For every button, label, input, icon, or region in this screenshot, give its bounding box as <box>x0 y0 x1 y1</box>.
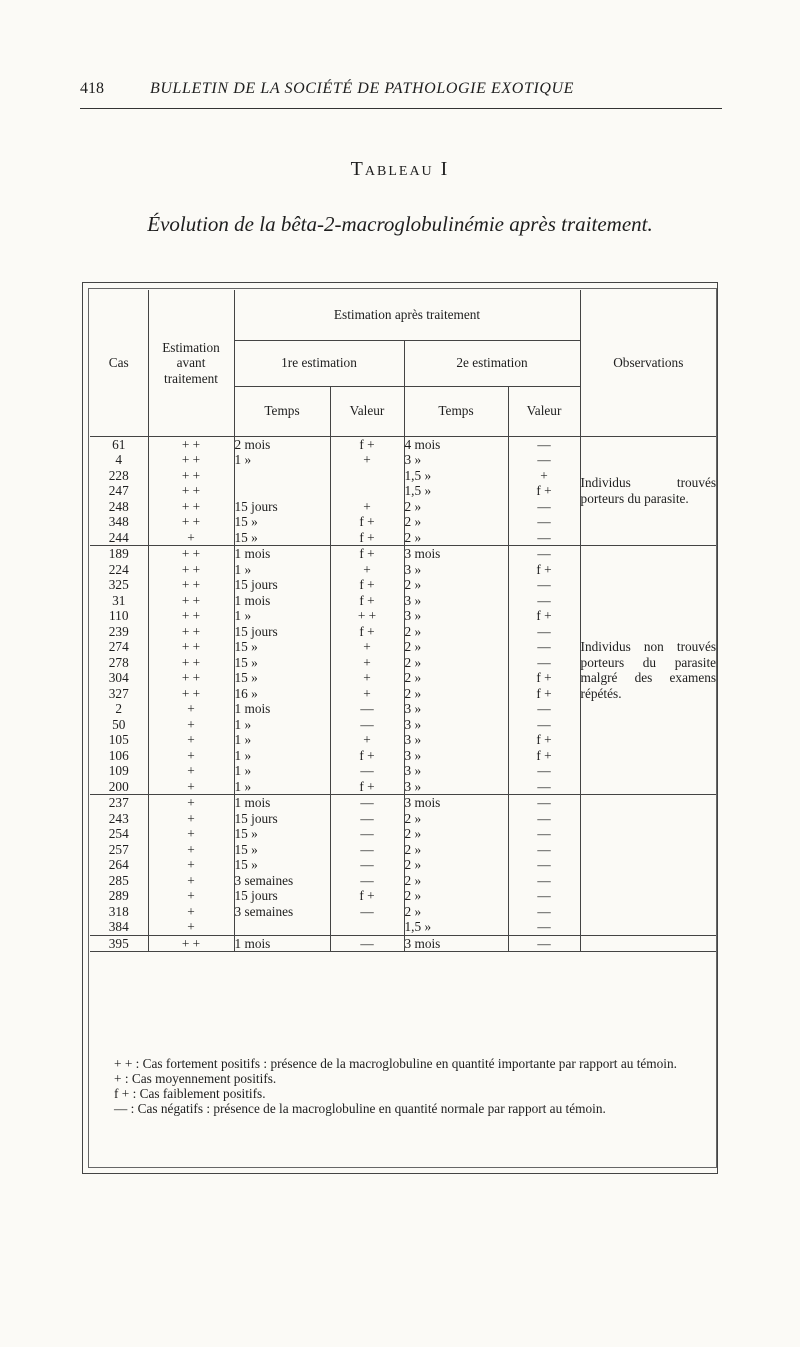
cell-valeur-2: f + <box>508 483 580 499</box>
cell-valeur-2: — <box>508 795 580 811</box>
header-temps-2: Temps <box>404 386 508 436</box>
cell-avant: + + <box>148 670 234 686</box>
cell-valeur-1: — <box>330 873 404 889</box>
cell-temps-2: 3 mois <box>404 935 508 952</box>
header-temps-1: Temps <box>234 386 330 436</box>
legend-line-moderate: + : Cas moyennement positifs. <box>114 1071 277 1086</box>
cell-avant: + <box>148 732 234 748</box>
cell-temps-1: 15 » <box>234 670 330 686</box>
cell-valeur-2: — <box>508 593 580 609</box>
cell-temps-2: 1,5 » <box>404 468 508 484</box>
cell-valeur-1: f + <box>330 779 404 795</box>
cell-cas: 348 <box>108 514 129 529</box>
cell-temps-1: 15 » <box>234 857 330 873</box>
cell-valeur-1: f + <box>330 624 404 640</box>
cell-temps-2: 2 » <box>404 499 508 515</box>
header-valeur-1: Valeur <box>330 386 404 436</box>
cell-cas: 264 <box>108 857 129 872</box>
header-estimation-apres: Estimation après traitement <box>234 290 580 340</box>
cell-cas: 318 <box>108 903 129 919</box>
cell-temps-2: 2 » <box>404 639 508 655</box>
cell-temps-2: 2 » <box>404 577 508 593</box>
cell-valeur-1: + <box>330 562 404 578</box>
cell-avant: + + <box>148 639 234 655</box>
cell-cas: 274 <box>108 639 129 654</box>
cell-valeur-2: — <box>508 639 580 655</box>
cell-temps-2: 2 » <box>404 888 508 904</box>
cell-temps-2: 2 » <box>404 655 508 671</box>
header-rule <box>80 108 722 109</box>
cell-valeur-1 <box>330 468 404 484</box>
cell-valeur-2: — <box>508 577 580 593</box>
cell-valeur-1: f + <box>330 514 404 530</box>
cell-temps-1: 16 » <box>234 686 330 702</box>
cell-cas: 61 <box>90 436 148 452</box>
cell-avant: + <box>148 919 234 935</box>
cell-avant: + <box>148 701 234 717</box>
cell-avant: + + <box>148 436 234 452</box>
cell-temps-1: 1 » <box>234 779 330 795</box>
cell-temps-2: 2 » <box>404 811 508 827</box>
cell-temps-1: 1 » <box>234 748 330 764</box>
cell-temps-2: 3 » <box>404 717 508 733</box>
cell-cas: 200 <box>108 778 129 794</box>
cell-temps-1 <box>234 483 330 499</box>
cell-valeur-1: f + <box>330 577 404 593</box>
cell-cas: 325 <box>108 577 129 592</box>
cell-temps-1: 15 » <box>234 842 330 858</box>
cell-cas: 247 <box>108 483 129 498</box>
cell-avant: + + <box>148 514 234 530</box>
cell-valeur-2: f + <box>508 748 580 764</box>
cell-temps-1: 1 mois <box>234 593 330 609</box>
cell-valeur-1: f + <box>330 748 404 764</box>
cell-cas: 384 <box>108 919 129 934</box>
cell-valeur-1: f + <box>330 530 404 546</box>
cell-avant: + <box>148 530 234 546</box>
cell-temps-2: 2 » <box>404 904 508 920</box>
cell-temps-2: 3 mois <box>404 795 508 811</box>
cell-valeur-1: — <box>330 842 404 858</box>
cell-valeur-1: f + <box>330 888 404 904</box>
cell-valeur-2: — <box>508 888 580 904</box>
cell-cas: 244 <box>108 529 129 545</box>
cell-temps-1: 15 » <box>234 530 330 546</box>
cell-avant: + + <box>148 655 234 671</box>
page-number: 418 <box>80 80 104 97</box>
data-table <box>90 290 716 952</box>
cell-temps-2: 2 » <box>404 624 508 640</box>
cell-cas: 395 <box>90 935 148 952</box>
cell-valeur-1 <box>330 483 404 499</box>
cell-valeur-2: f + <box>508 686 580 702</box>
cell-cas: 285 <box>108 872 129 888</box>
cell-temps-1: 1 mois <box>234 701 330 717</box>
cell-temps-1: 2 mois <box>234 436 330 452</box>
cell-avant: + + <box>148 546 234 562</box>
cell-temps-2: 3 » <box>404 748 508 764</box>
cell-temps-2: 2 » <box>404 670 508 686</box>
cell-valeur-1: — <box>330 717 404 733</box>
table-title: Tableau I <box>350 158 450 180</box>
cell-cas: 4 <box>115 452 123 467</box>
cell-valeur-1: + + <box>330 608 404 624</box>
cell-temps-1: 1 » <box>234 608 330 624</box>
table-caption: Évolution de la bêta-2-macroglobulinémie après traitement. <box>147 212 653 236</box>
cell-avant: + + <box>148 562 234 578</box>
cell-valeur-1: + <box>330 499 404 515</box>
cell-avant: + <box>148 795 234 811</box>
cell-valeur-1: — <box>330 811 404 827</box>
cell-temps-1: 1 mois <box>234 795 330 811</box>
cell-valeur-1: + <box>330 639 404 655</box>
cell-temps-2: 2 » <box>404 826 508 842</box>
cell-temps-2: 2 » <box>404 873 508 889</box>
cell-valeur-1 <box>330 919 404 935</box>
cell-avant: + <box>148 763 234 779</box>
header-valeur-2: Valeur <box>508 386 580 436</box>
cell-valeur-1: f + <box>330 593 404 609</box>
journal-title: BULLETIN DE LA SOCIÉTÉ DE PATHOLOGIE EXOTIQUE <box>150 80 575 97</box>
cell-valeur-1: — <box>330 763 404 779</box>
cell-valeur-1: — <box>330 795 404 811</box>
cell-valeur-2: — <box>508 499 580 515</box>
cell-cas: 105 <box>108 732 129 747</box>
cell-temps-2: 3 » <box>404 701 508 717</box>
cell-cas: 278 <box>108 654 129 670</box>
cell-valeur-2: — <box>508 811 580 827</box>
cell-observation <box>580 935 716 952</box>
cell-temps-2: 4 mois <box>404 436 508 452</box>
cell-temps-2: 2 » <box>404 514 508 530</box>
cell-valeur-1: f + <box>330 546 404 562</box>
cell-valeur-2: — <box>508 514 580 530</box>
cell-avant: + <box>148 873 234 889</box>
cell-cas: 106 <box>108 747 129 763</box>
cell-cas: 248 <box>108 498 129 514</box>
legend <box>96 1056 710 1116</box>
table-row <box>90 436 716 452</box>
cell-cas: 228 <box>108 467 129 483</box>
cell-valeur-1: — <box>330 904 404 920</box>
cell-temps-1: 1 mois <box>234 546 330 562</box>
cell-avant: + + <box>148 499 234 515</box>
cell-avant: + + <box>148 935 234 952</box>
header-estimation-avant: Estimation avant traitement <box>148 290 234 436</box>
running-head <box>80 80 720 98</box>
cell-cas: 254 <box>108 826 129 841</box>
cell-cas: 2 <box>115 701 123 716</box>
cell-temps-1: 15 jours <box>234 888 330 904</box>
cell-avant: + <box>148 857 234 873</box>
cell-avant: + + <box>148 624 234 640</box>
cell-valeur-2: — <box>508 717 580 733</box>
cell-cas: 109 <box>108 763 129 778</box>
table-row <box>90 795 716 811</box>
cell-observation: Individus trouvés porteurs du parasite. <box>580 436 716 546</box>
cell-valeur-2: — <box>508 919 580 935</box>
cell-temps-1: 1 » <box>234 763 330 779</box>
cell-valeur-2: — <box>508 655 580 671</box>
cell-avant: + <box>148 842 234 858</box>
legend-line-negative: — : Cas négatifs : présence de la macroglobuline en quantité normale par rapport au témoin. <box>114 1101 606 1116</box>
cell-valeur-1: — <box>330 935 404 952</box>
cell-temps-1: 1 » <box>234 732 330 748</box>
cell-avant: + + <box>148 452 234 468</box>
cell-temps-1: 15 jours <box>234 811 330 827</box>
cell-valeur-2: — <box>508 624 580 640</box>
cell-cas: 289 <box>108 888 129 903</box>
table-row <box>90 935 716 952</box>
legend-line-strong: + + : Cas fortement positifs : présence de la macroglobuline en quantité importante par rapport au témoin. <box>114 1056 677 1071</box>
cell-cas: 327 <box>108 685 129 701</box>
cell-avant: + + <box>148 483 234 499</box>
cell-valeur-2: — <box>508 842 580 858</box>
cell-temps-2: 3 » <box>404 608 508 624</box>
cell-avant: + <box>148 748 234 764</box>
cell-valeur-2: — <box>508 701 580 717</box>
cell-temps-2: 2 » <box>404 530 508 546</box>
cell-cas: 257 <box>108 841 129 857</box>
table-body <box>90 436 716 952</box>
cell-temps-2: 3 mois <box>404 546 508 562</box>
cell-cas: 224 <box>108 561 129 577</box>
cell-avant: + + <box>148 593 234 609</box>
cell-temps-2: 2 » <box>404 842 508 858</box>
cell-temps-2: 1,5 » <box>404 483 508 499</box>
header-second-estimation: 2e estimation <box>404 340 580 386</box>
cell-valeur-1: — <box>330 857 404 873</box>
cell-observation: Individus non trouvés porteurs du parasite malgré des examens répétés. <box>580 546 716 795</box>
cell-temps-2: 2 » <box>404 686 508 702</box>
cell-cas: 189 <box>90 546 148 562</box>
cell-valeur-2: — <box>508 873 580 889</box>
cell-temps-1: 3 semaines <box>234 904 330 920</box>
cell-temps-2: 3 » <box>404 763 508 779</box>
cell-avant: + + <box>148 468 234 484</box>
header-observations: Observations <box>580 290 716 436</box>
cell-temps-1: 15 jours <box>234 624 330 640</box>
cell-valeur-2: — <box>508 904 580 920</box>
cell-valeur-2: f + <box>508 608 580 624</box>
cell-valeur-2: — <box>508 857 580 873</box>
table-header <box>90 290 716 436</box>
cell-avant: + <box>148 888 234 904</box>
cell-valeur-1: — <box>330 701 404 717</box>
header-first-estimation: 1re estimation <box>234 340 404 386</box>
cell-temps-1: 15 » <box>234 514 330 530</box>
cell-valeur-2: — <box>508 530 580 546</box>
cell-avant: + <box>148 717 234 733</box>
cell-valeur-2: f + <box>508 732 580 748</box>
cell-valeur-2: — <box>508 779 580 795</box>
cell-avant: + + <box>148 608 234 624</box>
cell-temps-1: 15 » <box>234 639 330 655</box>
cell-cas: 239 <box>108 623 129 639</box>
legend-line-weak: f + : Cas faiblement positifs. <box>114 1086 266 1101</box>
cell-temps-1: 1 » <box>234 562 330 578</box>
cell-valeur-2: + <box>508 468 580 484</box>
cell-valeur-2: — <box>508 436 580 452</box>
cell-valeur-2: f + <box>508 562 580 578</box>
cell-temps-2: 3 » <box>404 593 508 609</box>
cell-cas: 50 <box>112 716 126 732</box>
cell-temps-1: 15 » <box>234 655 330 671</box>
cell-temps-1 <box>234 468 330 484</box>
cell-temps-2: 3 » <box>404 732 508 748</box>
cell-temps-1 <box>234 919 330 935</box>
cell-temps-1: 1 mois <box>234 935 330 952</box>
cell-temps-2: 3 » <box>404 452 508 468</box>
cell-temps-1: 15 » <box>234 826 330 842</box>
cell-temps-1: 3 semaines <box>234 873 330 889</box>
cell-valeur-1: + <box>330 452 404 468</box>
cell-valeur-1: + <box>330 686 404 702</box>
cell-valeur-2: — <box>508 763 580 779</box>
cell-temps-2: 3 » <box>404 562 508 578</box>
cell-avant: + <box>148 826 234 842</box>
cell-cas: 31 <box>112 592 126 608</box>
cell-temps-1: 1 » <box>234 452 330 468</box>
cell-avant: + + <box>148 686 234 702</box>
cell-temps-1: 15 jours <box>234 577 330 593</box>
cell-temps-1: 15 jours <box>234 499 330 515</box>
header-cas: Cas <box>108 355 129 370</box>
cell-cas: 243 <box>108 810 129 826</box>
cell-cas: 110 <box>109 608 129 623</box>
cell-valeur-2: — <box>508 935 580 952</box>
cell-temps-2: 1,5 » <box>404 919 508 935</box>
cell-valeur-2: f + <box>508 670 580 686</box>
cell-valeur-2: — <box>508 546 580 562</box>
cell-valeur-1: f + <box>330 436 404 452</box>
cell-valeur-1: — <box>330 826 404 842</box>
cell-avant: + <box>148 904 234 920</box>
cell-valeur-1: + <box>330 655 404 671</box>
cell-avant: + <box>148 811 234 827</box>
cell-cas: 237 <box>90 795 148 811</box>
cell-temps-2: 3 » <box>404 779 508 795</box>
cell-avant: + <box>148 779 234 795</box>
table-row <box>90 546 716 562</box>
cell-observation <box>580 795 716 936</box>
cell-valeur-2: — <box>508 826 580 842</box>
cell-valeur-1: + <box>330 670 404 686</box>
cell-temps-2: 2 » <box>404 857 508 873</box>
cell-avant: + + <box>148 577 234 593</box>
cell-cas: 304 <box>108 670 129 685</box>
cell-valeur-1: + <box>330 732 404 748</box>
cell-temps-1: 1 » <box>234 717 330 733</box>
cell-valeur-2: — <box>508 452 580 468</box>
